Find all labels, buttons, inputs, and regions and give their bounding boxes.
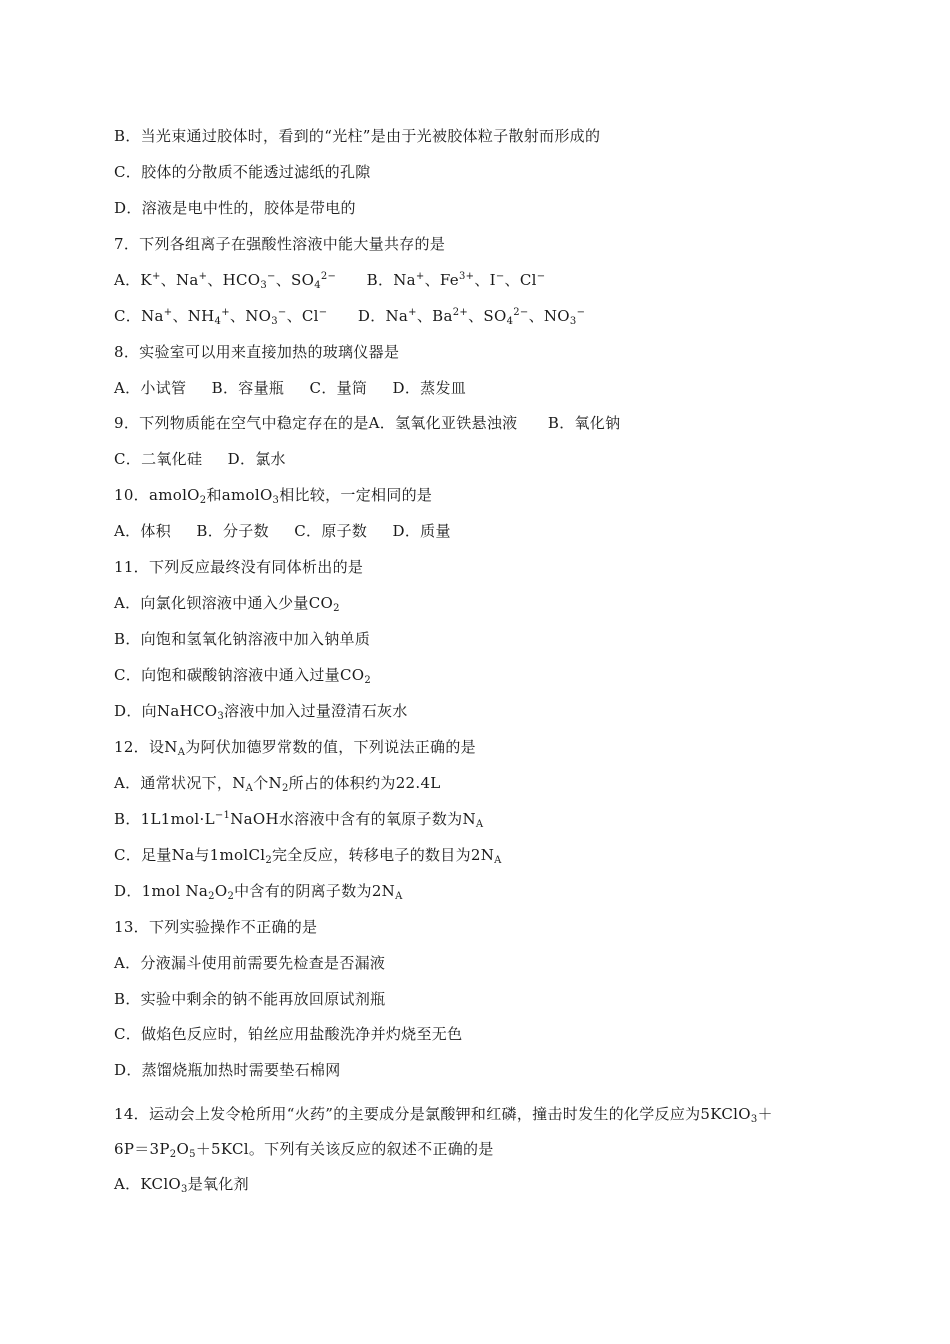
subscript: 3 (750, 1114, 758, 1125)
superscript: − (536, 271, 546, 282)
subscript: 2 (265, 855, 272, 866)
text-segment: 、Cl (286, 307, 319, 325)
text-line (114, 1104, 860, 1124)
subscript: 4 (506, 316, 514, 327)
text-segment: C．胶体的分散质不能透过滤纸的孔隙 (114, 163, 371, 181)
text-segment: 溶液中加入过量澄清石灰水 (224, 702, 408, 720)
text-line (114, 809, 860, 829)
subscript: 3 (272, 495, 280, 506)
text-segment: 、I (474, 271, 496, 289)
text-segment: A．KClO (114, 1175, 182, 1193)
text-segment: D．溶液是电中性的，胶体是带电的 (114, 199, 356, 217)
text-line (114, 1024, 860, 1044)
subscript: A (475, 819, 484, 830)
subscript: 3 (271, 316, 278, 327)
superscript: + (163, 307, 173, 318)
text-segment: 所占的体积约为22.4L (288, 774, 441, 792)
text-segment: D．蒸馏烧瓶加热时需要垫石棉网 (114, 1061, 341, 1079)
subscript: 4 (214, 316, 222, 327)
superscript: − (277, 307, 287, 318)
text-line (114, 162, 860, 182)
superscript: 2− (513, 307, 529, 318)
text-line (114, 485, 860, 505)
text-segment: B．实验中剩余的钠不能再放回原试剂瓶 (114, 990, 386, 1008)
subscript: 3 (217, 711, 225, 722)
subscript: 4 (314, 280, 321, 291)
superscript: −1 (214, 810, 231, 821)
text-segment: 12．设N (114, 738, 178, 756)
superscript: + (415, 271, 425, 282)
text-line (114, 1174, 860, 1194)
text-line (114, 557, 860, 577)
subscript: A (245, 783, 254, 794)
text-line (114, 198, 860, 218)
text-line (114, 773, 860, 793)
text-segment: 、NO (528, 307, 570, 325)
text-line (114, 306, 860, 326)
text-segment: C．向饱和碳酸钠溶液中通入过量CO (114, 666, 365, 684)
superscript: + (221, 307, 230, 318)
text-segment: B．向饱和氢氧化钠溶液中加入钠单质 (114, 630, 371, 648)
subscript: 2 (208, 891, 215, 902)
text-segment: 为阿伏加德罗常数的值，下列说法正确的是 (185, 738, 476, 756)
text-segment: 、SO (275, 271, 315, 289)
text-line (114, 413, 860, 433)
text-segment: 个N (253, 774, 282, 792)
text-segment: 、Fe (424, 271, 459, 289)
text-segment: 、SO (468, 307, 507, 325)
text-segment: 13．下列实验操作不正确的是 (114, 918, 318, 936)
text-segment: 、Cl (504, 271, 537, 289)
text-line (114, 342, 860, 362)
text-segment: B．当光束通过胶体时，看到的“光柱”是由于光被胶体粒子散射而形成的 (114, 127, 601, 145)
text-segment: 、NH (172, 307, 215, 325)
superscript: 2+ (452, 307, 469, 318)
text-segment: 14．运动会上发令枪所用“火药”的主要成分是氯酸钾和红磷，撞击时发生的化学反应为5KClO (114, 1105, 751, 1123)
text-segment: C．二氧化硅 D．氯水 (114, 450, 286, 468)
text-line (114, 917, 860, 937)
superscript: − (495, 271, 505, 282)
text-segment: ＋ (757, 1105, 773, 1123)
text-segment: 相比较，一定相同的是 (279, 486, 433, 504)
text-segment: A．体积 B．分子数 C．原子数 D．质量 (114, 522, 451, 540)
text-segment: 、Na (160, 271, 199, 289)
text-segment: ＋5KCl。下列有关该反应的叙述不正确的是 (195, 1140, 494, 1158)
subscript: A (494, 855, 502, 866)
text-line (114, 1060, 860, 1080)
subscript: 3 (569, 316, 577, 327)
superscript: 3+ (458, 271, 475, 282)
text-line (114, 126, 860, 146)
text-segment: NaOH水溶液中含有的氧原子数为N (230, 810, 476, 828)
text-segment: 、Ba (416, 307, 453, 325)
text-line (114, 521, 860, 541)
text-line (114, 701, 860, 721)
subscript: 2 (333, 603, 340, 614)
text-line (114, 881, 860, 901)
subscript: 2 (281, 783, 289, 794)
text-segment: 、NO (229, 307, 272, 325)
text-segment: 完全反应，转移电子的数目为2N (272, 846, 495, 864)
subscript: A (177, 747, 186, 758)
text-segment: A．分液漏斗使用前需要先检查是否漏液 (114, 954, 386, 972)
text-segment: A．小试管 B．容量瓶 C．量筒 D．蒸发皿 (114, 379, 467, 397)
text-line (114, 665, 860, 685)
text-line (114, 989, 860, 1009)
text-segment: D．1mol Na (114, 882, 209, 900)
text-segment: 9．下列物质能在空气中稳定存在的是A．氢氧化亚铁悬浊液 B．氧化钠 (114, 414, 621, 432)
superscript: − (267, 271, 276, 282)
text-segment: B．Na (336, 271, 416, 289)
text-line (114, 845, 860, 865)
text-segment: 8．实验室可以用来直接加热的玻璃仪器是 (114, 343, 400, 361)
text-segment: D．向NaHCO (114, 702, 218, 720)
superscript: − (576, 307, 586, 318)
text-segment: C．做焰色反应时，铂丝应用盐酸洗净并灼烧至无色 (114, 1025, 463, 1043)
text-segment: C．足量Na与1molCl (114, 846, 266, 864)
superscript: + (151, 271, 161, 282)
superscript: + (408, 307, 417, 318)
text-segment: 7．下列各组离子在强酸性溶液中能大量共存的是 (114, 235, 446, 253)
subscript: 2 (227, 891, 235, 902)
text-line (114, 629, 860, 649)
subscript: 3 (260, 280, 268, 291)
text-segment: 是氧化剂 (187, 1175, 249, 1193)
text-line (114, 593, 860, 613)
text-segment: D．Na (327, 307, 409, 325)
subscript: 2 (199, 495, 207, 506)
text-segment: O (176, 1140, 190, 1158)
text-segment: A．向氯化钡溶液中通入少量CO (114, 594, 334, 612)
superscript: + (198, 271, 208, 282)
subscript: 2 (169, 1149, 177, 1160)
text-segment: A．K (114, 271, 152, 289)
text-line (114, 737, 860, 757)
superscript: 2− (320, 271, 337, 282)
text-segment: C．Na (114, 307, 164, 325)
subscript: 3 (181, 1184, 188, 1195)
superscript: − (318, 307, 328, 318)
text-segment: O (214, 882, 228, 900)
text-line (114, 234, 860, 254)
subscript: 5 (189, 1149, 196, 1160)
text-segment: 和amolO (206, 486, 273, 504)
text-line (114, 270, 860, 290)
text-segment: 6P＝3P (114, 1140, 170, 1158)
text-segment: 11．下列反应最终没有同体析出的是 (114, 558, 364, 576)
text-segment: 中含有的阴离子数为2N (234, 882, 396, 900)
text-line (114, 1139, 860, 1159)
text-line (114, 449, 860, 469)
text-segment: B．1L1mol·L (114, 810, 215, 828)
text-segment: 10．amolO (114, 486, 200, 504)
subscript: A (395, 891, 403, 902)
text-line (114, 953, 860, 973)
text-segment: 、HCO (207, 271, 261, 289)
text-line (114, 378, 860, 398)
text-segment: A．通常状况下，N (114, 774, 246, 792)
subscript: 2 (364, 675, 372, 686)
